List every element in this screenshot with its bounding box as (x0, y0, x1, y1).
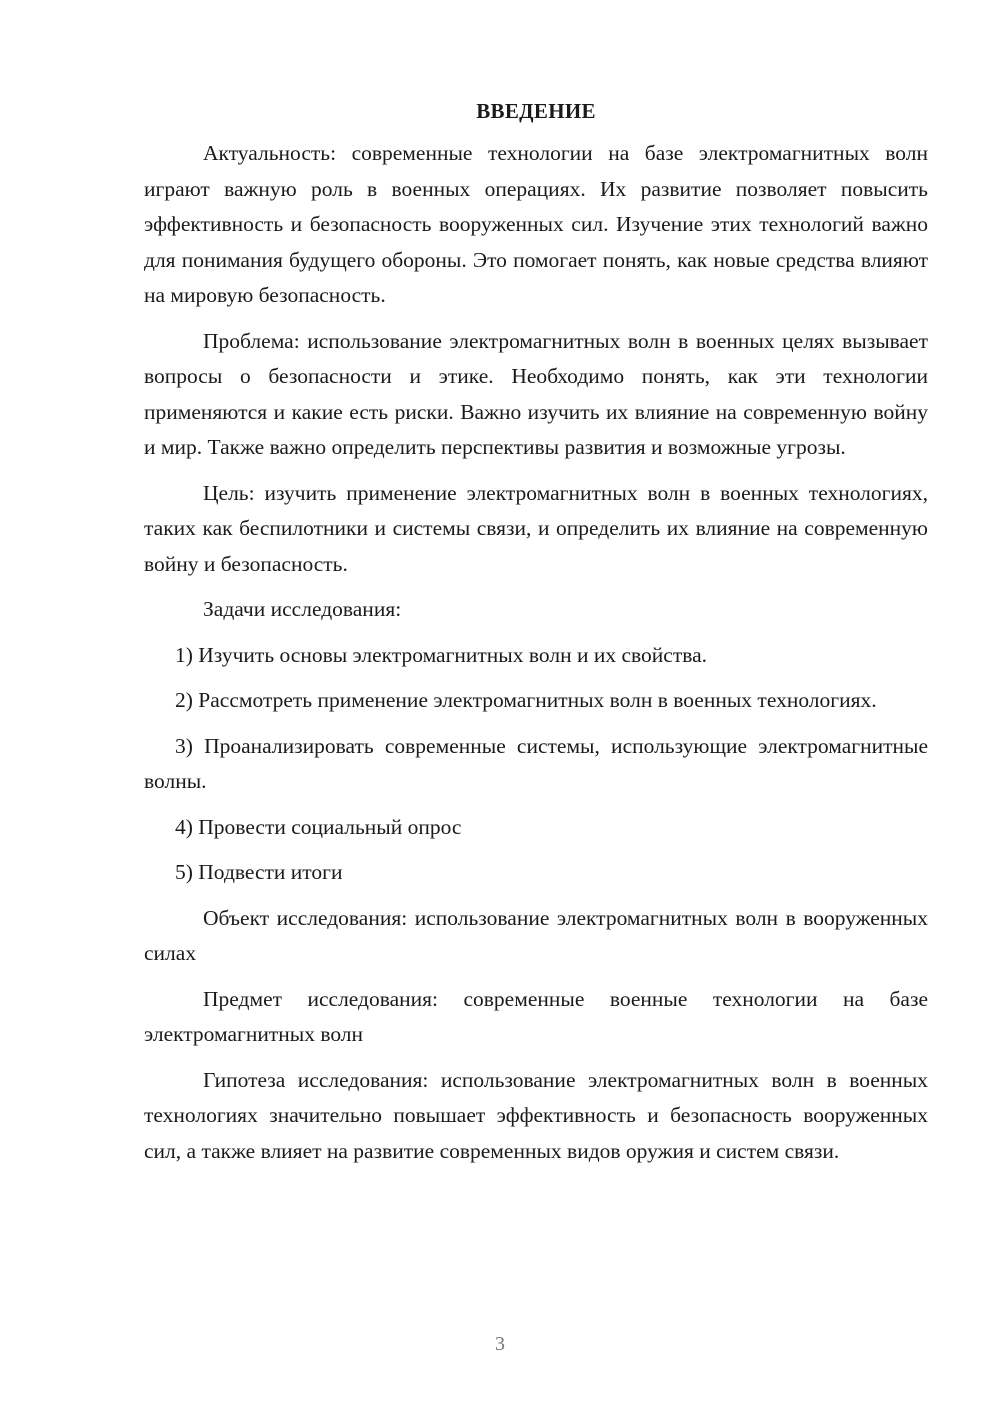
task-item-2: 2) Рассмотреть применение электромагнитных волн в военных технологиях. (175, 688, 877, 712)
research-object-paragraph: Объект исследования: использование электромагнитных волн в вооруженных силах (144, 905, 928, 965)
task-item-5: 5) Подвести итоги (175, 860, 343, 884)
document-page (144, 96, 928, 1179)
goal-paragraph: Цель: изучить применение электромагнитных волн в военных технологиях, таких как беспилотники и системы связи, и определить их влияние на современную войну и безопасность. (144, 480, 928, 576)
task-item-3: 3) Проанализировать современные системы, использующие электромагнитные волны. (144, 733, 928, 793)
task-item-4: 4) Провести социальный опрос (175, 814, 462, 839)
relevance-paragraph: Актуальность: современные технологии на базе электромагнитных волн играют важную роль в военных операциях. Их развитие позволяет повысить эффективность и безопасность вооруженных сил. Изучение этих технологий важно для понимания будущего обороны. Это помогает понять, как новые средства влияют на мировую безопасность. (144, 141, 928, 307)
problem-paragraph: Проблема: использование электромагнитных волн в военных целях вызывает вопросы о безопасности и этике. Необходимо понять, как эти технологии применяются и какие есть риски. Важно изучить их влияние на современную войну и мир. Также важно определить перспективы развития и возможные угрозы. (144, 328, 928, 459)
task-item-1: 1) Изучить основы электромагнитных волн и их свойства. (175, 642, 707, 667)
tasks-heading: Задачи исследования: (203, 597, 402, 621)
page-number: 3 (495, 1333, 505, 1355)
hypothesis-paragraph: Гипотеза исследования: использование электромагнитных волн в военных технологиях значительно повышает эффективность и безопасность вооруженных сил, а также влияет на развитие современных видов оружия и систем связи. (144, 1067, 928, 1163)
section-heading: ВВЕДЕНИЕ (476, 99, 596, 123)
research-subject-paragraph: Предмет исследования: современные военные технологии на базе электромагнитных волн (144, 986, 928, 1046)
